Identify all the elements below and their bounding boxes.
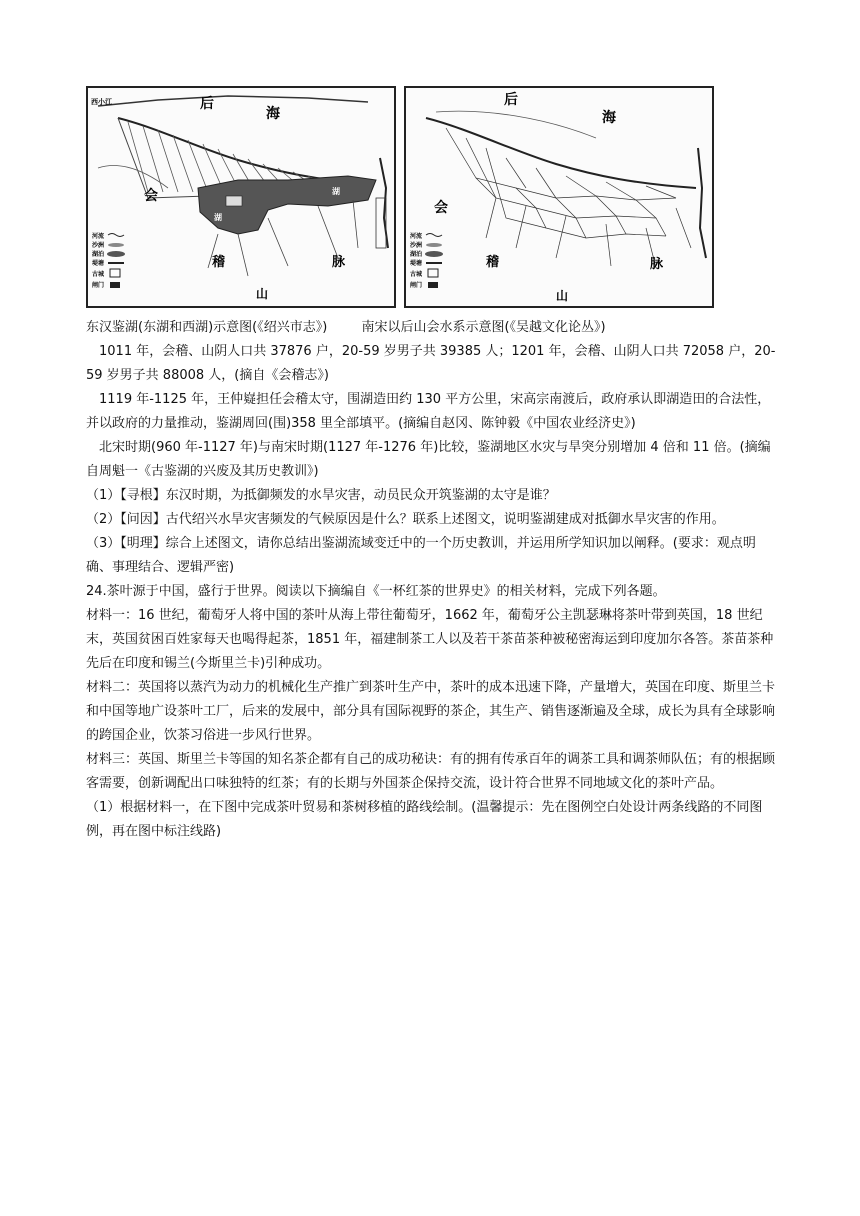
legend-sluice-2: 闸门: [410, 282, 423, 289]
jianhu-map-drawing: [88, 88, 394, 306]
question-24-intro: 24.茶叶源于中国，盛行于世界。阅读以下摘编自《一杯红茶的世界史》的相关材料，完成下列各题。: [86, 584, 666, 599]
label-hu-east: 湖: [332, 186, 340, 196]
river-label: 西小江: [91, 97, 112, 106]
label-hui: 会: [144, 188, 158, 204]
material-1: 材料一：16 世纪，葡萄牙人将中国的茶叶从海上带往葡萄牙，1662 年，葡萄牙公主凯瑟琳将茶叶带到英国，18 世纪末，英国贫困百姓家每天也喝得起茶，1851 年，福建制茶工人以及若干茶苗茶种被秘密海运到印度加尔各答。茶苗茶种先后在印度和锡兰(今斯里兰卡)引种成功。: [86, 608, 774, 671]
question-1: （1）【寻根】东汉时期，为抵御频发的水旱灾害，动员民众开筑鉴湖的太守是谁？: [86, 488, 556, 503]
label-shan-2: 山: [556, 289, 569, 303]
shanhui-water-system-map: [404, 86, 714, 308]
legend-lake-2: 湖泊: [410, 251, 423, 258]
question-2: （2）【问因】古代绍兴水旱灾害频发的气候原因是什么？联系上述图文，说明鉴湖建成对抵御水旱灾害的作用。: [86, 512, 725, 527]
legend-sluice: 闸门: [92, 282, 105, 289]
shanhui-map-drawing: [406, 88, 712, 306]
material-2: 材料二：英国将以蒸汽为动力的机械化生产推广到茶叶生产中，茶叶的成本迅速下降，产量增大，英国在印度、斯里兰卡和中国等地广设茶叶工厂，后来的发展中，部分具有国际视野的茶企，其生产、销售逐渐遍及全球，成长为具有全球影响的跨国企业，饮茶习俗进一步风行世界。: [86, 680, 776, 743]
legend-sandbar: 沙洲: [92, 242, 105, 249]
legend-river: 河流: [92, 233, 105, 240]
material-3: 材料三：英国、斯里兰卡等国的知名茶企都有自己的成功秘诀：有的拥有传承百年的调茶工具和调茶师队伍；有的根据顾客需要，创新调配出口味独特的红茶；有的长期与外国茶企保持交流，设计符合世界不同地域文化的茶叶产品。: [86, 752, 776, 791]
legend-embankment: 堤塘: [92, 260, 105, 267]
label-hai: 海: [266, 106, 280, 122]
label-ji: 稽: [212, 255, 226, 270]
label-hai-2: 海: [602, 110, 616, 126]
legend-embankment-2: 堤塘: [410, 260, 423, 267]
legend-sandbar-2: 沙洲: [410, 242, 423, 249]
label-hui-2: 会: [434, 200, 448, 216]
map-figures: [86, 86, 716, 308]
legend-river-2: 河流: [410, 233, 423, 240]
caption-left: 东汉鉴湖(东湖和西湖)示意图(《绍兴市志》): [86, 320, 328, 335]
label-mai-2: 脉: [650, 257, 664, 272]
paragraph-reclamation: 1119 年-1125 年，王仲嶷担任会稽太守，围湖造田约 130 平方公里，宋高宗南渡后，政府承认即湖造田的合法性，并以政府的力量推动，鉴湖周回(围)358 里全部填平。(摘编自赵冈、陈钟毅《中国农业经济史》): [86, 392, 771, 431]
legend-ancient-city: 古城: [92, 271, 105, 278]
map-legend-2: [410, 232, 443, 289]
caption-right: 南宋以后山会水系示意图(《吴越文化论丛》): [361, 320, 606, 335]
legend-lake: 湖泊: [92, 251, 105, 258]
jianhu-map: [86, 86, 396, 308]
label-hou: 后: [200, 96, 214, 112]
legend-ancient-city-2: 古城: [410, 271, 423, 278]
document-body: [86, 340, 778, 844]
label-hu-west: 湖: [214, 212, 222, 222]
map-legend: [92, 232, 125, 289]
question-3: （3）【明理】综合上述图文，请你总结出鉴湖流域变迁中的一个历史教训，并运用所学知识加以阐释。(要求：观点明确、事理结合、逻辑严密): [86, 536, 756, 575]
label-hou-2: 后: [504, 92, 518, 108]
label-shan: 山: [256, 287, 269, 301]
question-24-1: （1）根据材料一，在下图中完成茶叶贸易和茶树移植的路线绘制。(温馨提示：先在图例空白处设计两条线路的不同图例，再在图中标注线路): [86, 800, 763, 839]
label-ji-2: 稽: [486, 255, 500, 270]
paragraph-disasters: 北宋时期(960 年-1127 年)与南宋时期(1127 年-1276 年)比较，鉴湖地区水灾与旱突分别增加 4 倍和 11 倍。(摘编自周魁一《古鉴湖的兴废及其历史教训》): [86, 440, 771, 479]
label-mai: 脉: [332, 255, 346, 270]
paragraph-population: 1011 年，会稽、山阴人口共 37876 户，20-59 岁男子共 39385 人；1201 年，会稽、山阴人口共 72058 户，20-59 岁男子共 88008 人，(摘自《会稽志》): [86, 344, 776, 383]
map-captions: [86, 316, 606, 335]
